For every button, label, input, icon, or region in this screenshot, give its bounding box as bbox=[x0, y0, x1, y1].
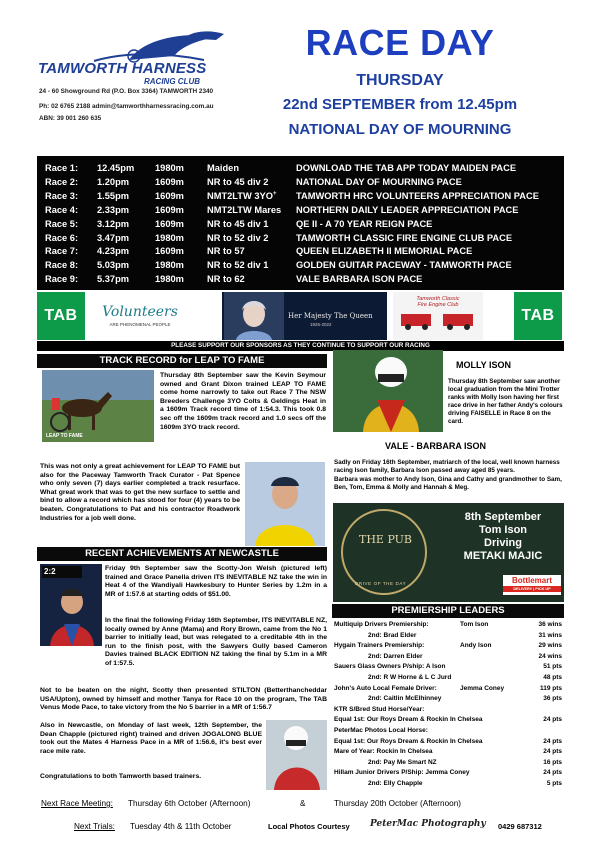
premiership-label: 2nd: Darren Elder bbox=[368, 652, 423, 660]
race-distance: 1609m bbox=[155, 190, 184, 201]
vale-text-1: Sadly on Friday 16th September, matriarch of the local, well known harness racing Ison family, Barbara Ison passed away aged 85 years. bbox=[334, 459, 560, 475]
tab-logo-left: TAB bbox=[37, 292, 85, 340]
trainer-photo-icon bbox=[40, 564, 102, 646]
newcastle-text-1: Friday 9th September saw the Scotty-Jon Welsh (pictured left) trained and Grace Panella driven ITS INEVITABLE NZ take the win in Heat 4 of the Wandiyali Hawkesbury to Hunter Series by 1.2m in a MR of 1:57.6 at starting odds of $51.00. bbox=[105, 565, 327, 598]
pub-ad-details bbox=[443, 511, 563, 563]
volunteers-logo bbox=[100, 292, 180, 340]
race-name: QUEEN ELIZABETH II MEMORIAL PACE bbox=[296, 246, 473, 257]
scotty-jon-welsh-photo bbox=[40, 564, 102, 646]
premiership-label: Sauers Glass Owners P/ship: A Ison bbox=[334, 663, 446, 671]
race-time: 3.12pm bbox=[97, 218, 130, 229]
race-number: Race 7: bbox=[45, 246, 79, 257]
molly-ison-photo bbox=[333, 350, 443, 432]
race-number: Race 3: bbox=[45, 190, 79, 201]
pub-ad-horse: METAKI MAJIC bbox=[463, 550, 543, 562]
molly-heading: MOLLY ISON bbox=[456, 360, 512, 370]
leap-to-fame-caption: LEAP TO FAME bbox=[46, 433, 83, 439]
premiership-label: 2nd: Caitlin McElhinney bbox=[368, 695, 442, 703]
race-row bbox=[37, 191, 564, 205]
premiership-label: Hygain Trainers Premiership: bbox=[334, 642, 425, 650]
vale-text-2: Barbara was mother to Andy Ison, Gina and Cathy and grandmother to Sam, Ben, Tom, Emma & Molly and Hannah & Meg. bbox=[334, 476, 562, 492]
premiership-label: 2nd: R W Horne & L C Jurd bbox=[368, 674, 452, 681]
race-name: TAMWORTH HRC VOLUNTEERS APPRECIATION PACE bbox=[296, 190, 539, 201]
race-class: NR to 62 bbox=[207, 274, 245, 285]
race-class: NMT2LTW 3YO+ bbox=[207, 190, 277, 201]
premiership-label: 2nd: Elly Chapple bbox=[368, 780, 423, 787]
race-number: Race 6: bbox=[45, 232, 79, 243]
pub-name: THE PUB bbox=[359, 533, 413, 546]
race-row bbox=[37, 205, 564, 219]
newcastle-text-3: Not to be beaten on the night, Scotty then presented STILTON (Betterthancheddar USA/Upton), owned by himself and mother Tanya for Race 10 on the program, The TAB Venus Mode Pace, to take victory from the No 5 barrier in a MR of 1:56.7 bbox=[40, 687, 327, 712]
vale-heading: VALE - BARBARA ISON bbox=[385, 441, 486, 451]
pub-drive-of-day-ad bbox=[333, 503, 564, 602]
pub-tagline: DRIVE OF THE DAY bbox=[355, 581, 407, 586]
race-row bbox=[37, 177, 564, 191]
premiership-leader: Andy Ison bbox=[460, 642, 492, 650]
race-class: NR to 52 div 1 bbox=[207, 260, 269, 271]
premiership-value: 5 pts bbox=[546, 780, 562, 787]
race-name: TAMWORTH CLASSIC FIRE ENGINE CLUB PACE bbox=[296, 232, 513, 243]
volunteers-logo-text: Volunteers bbox=[102, 304, 178, 320]
race-distance: 1980m bbox=[155, 163, 184, 173]
volunteers-logo-sub: ARE PHENOMENAL PEOPLE bbox=[109, 322, 171, 327]
club-name: TAMWORTH HARNESS bbox=[38, 60, 207, 77]
race-time: 3.47pm bbox=[97, 232, 130, 243]
race-row bbox=[37, 233, 564, 247]
next-meeting-date-1: Thursday 6th October (Afternoon) bbox=[128, 799, 251, 808]
race-class: Maiden bbox=[207, 163, 240, 173]
race-number: Race 9: bbox=[45, 274, 79, 285]
person-photo-icon bbox=[245, 462, 325, 546]
newcastle-text-2: In the final the following Friday 16th September, ITS INEVITABLE NZ, locally owned by Anne (Mama) and Rory Brown, came from the No 1 barrier to initially lead, but was relegated to a creditable 4th in the run to the finish post, with the Sawyers Gully based Cameron Davies trained BLACK EDITION NZ taking the final by 5.1m in a MR of 1:57.5. bbox=[105, 617, 327, 667]
premiership-value: 24 pts bbox=[543, 737, 562, 745]
premiership-heading: PREMIERSHIP LEADERS bbox=[332, 604, 564, 618]
premiership-label: PeterMac Photos Local Horse: bbox=[334, 727, 428, 734]
next-meeting-amp: & bbox=[300, 799, 306, 808]
race-row bbox=[37, 219, 564, 233]
photographer-name: PeterMac Photography bbox=[370, 819, 486, 829]
race-row bbox=[37, 246, 564, 260]
race-distance: 1980m bbox=[155, 260, 184, 271]
race-distance: 1980m bbox=[155, 232, 184, 243]
race-number: Race 5: bbox=[45, 218, 79, 229]
club-address: 24 - 60 Showground Rd (P.O. Box 3364) TAMWORTH 2340 bbox=[39, 88, 214, 95]
race-class: NMT2LTW Mares bbox=[207, 204, 282, 215]
premiership-value: 29 wins bbox=[538, 642, 562, 650]
sponsor-support-strip: PLEASE SUPPORT OUR SPONSORS AS THEY CONTINUE TO SUPPORT OUR RACING bbox=[37, 341, 564, 351]
driver-photo-icon bbox=[266, 720, 327, 790]
pub-ad-driver: Tom Ison bbox=[478, 524, 528, 536]
club-abn: ABN: 39 001 260 635 bbox=[39, 115, 102, 122]
premiership-label: Hillam Junior Drivers P/Ship: Jemma Coney bbox=[334, 769, 470, 777]
premiership-label: Mare of Year: Rockin In Chelsea bbox=[334, 748, 433, 756]
premiership-label: Multiquip Drivers Premiership: bbox=[334, 621, 429, 628]
premiership-value: 31 wins bbox=[538, 631, 562, 639]
premiership-leader: Tom Ison bbox=[460, 621, 489, 628]
queen-portrait-icon bbox=[224, 292, 284, 340]
race-day-occasion: NATIONAL DAY OF MOURNING bbox=[288, 121, 512, 138]
track-record-heading: TRACK RECORD for LEAP TO FAME bbox=[37, 354, 327, 368]
next-trials-label: Next Trials: bbox=[74, 822, 115, 831]
premiership-label: 2nd: Brad Elder bbox=[368, 631, 417, 639]
premiership-label: KTR S/Bred Stud Horse/Year: bbox=[334, 705, 425, 713]
race-name: DOWNLOAD THE TAB APP TODAY MAIDEN PACE bbox=[296, 163, 517, 173]
tab-logo-right: TAB bbox=[514, 292, 562, 340]
race-class: NR to 52 div 2 bbox=[207, 232, 269, 243]
queen-tribute-banner bbox=[222, 292, 387, 340]
race-time: 2.33pm bbox=[97, 204, 130, 215]
premiership-value: 24 pts bbox=[543, 716, 562, 724]
pub-ad-driving: Driving bbox=[484, 537, 522, 549]
race-day-weekday: THURSDAY bbox=[356, 72, 444, 89]
race-name: QE II - A 70 YEAR REIGN PACE bbox=[296, 218, 433, 229]
driver-photo-icon bbox=[333, 350, 443, 432]
race-class: NR to 45 div 1 bbox=[207, 218, 269, 229]
race-class: NR to 57 bbox=[207, 246, 245, 257]
premiership-value: 51 pts bbox=[543, 663, 562, 671]
timer-display: 2:2 bbox=[44, 567, 56, 576]
next-trials-dates: Tuesday 4th & 11th October bbox=[130, 822, 232, 831]
fire-engine-icon bbox=[393, 308, 483, 332]
race-time: 4.23pm bbox=[97, 246, 130, 257]
fire-engine-club-logo bbox=[393, 292, 483, 340]
premiership-value: 36 pts bbox=[543, 695, 562, 703]
premiership-value: 24 pts bbox=[543, 769, 562, 777]
race-time: 1.20pm bbox=[97, 176, 130, 187]
newcastle-text-5: Congratulations to both Tamworth based trainers. bbox=[40, 773, 202, 780]
premiership-label: Equal 1st: Our Roys Dream & Rockin In Chelsea bbox=[334, 737, 483, 745]
dean-chapple-photo bbox=[266, 720, 327, 790]
premiership-value: 16 pts bbox=[543, 758, 562, 766]
newcastle-heading: RECENT ACHIEVEMENTS AT NEWCASTLE bbox=[37, 547, 327, 561]
race-distance: 1609m bbox=[155, 246, 184, 257]
track-record-text-1: Thursday 8th September saw the Kevin Seymour owned and Grant Dixon trained LEAP TO FAME come home narrowly to take out Race 7 The NSW Breeders Challenge 3YO Colts & Geldings Heat in a 1609m Track record time of 1:54.3. This took 0.8 sec off the 1609m track record and 1.0 secs off the 1609m 3YO track record. bbox=[160, 372, 326, 431]
next-meeting-date-2: Thursday 20th October (Afternoon) bbox=[334, 799, 461, 808]
race-distance: 1980m bbox=[155, 274, 184, 285]
premiership-label: Equal 1st: Our Roys Dream & Rockin In Chelsea bbox=[334, 716, 483, 724]
race-time: 5.37pm bbox=[97, 274, 130, 285]
race-name: NORTHERN DAILY LEADER APPRECIATION PACE bbox=[296, 204, 519, 215]
club-logo bbox=[34, 30, 244, 88]
page-title: RACE DAY bbox=[305, 22, 495, 63]
premiership-value: 24 wins bbox=[538, 652, 562, 660]
premiership-value: 119 pts bbox=[539, 684, 562, 692]
club-name-sub: RACING CLUB bbox=[144, 77, 200, 86]
newcastle-text-4: Also in Newcastle, on Monday of last week, 12th September, the Dean Chapple (pictured right) trained and driven JOGALONG BLUE took out the Mates 4 Harness Pace in a MR of 1:56.6, it's best ever race mile rate. bbox=[40, 722, 262, 755]
leap-to-fame-photo bbox=[42, 370, 154, 442]
race-distance: 1609m bbox=[155, 204, 184, 215]
race-program-table bbox=[37, 156, 564, 290]
pat-spence-photo bbox=[245, 462, 325, 546]
queen-tribute-title: Her Majesty The Queen bbox=[288, 312, 373, 320]
club-contact: Ph: 02 6765 2188 admin@tamworthharnessracing.com.au bbox=[39, 103, 214, 110]
race-time: 12.45pm bbox=[97, 163, 135, 173]
race-number: Race 1: bbox=[45, 163, 79, 173]
track-record-text-2: This was not only a great achievement for LEAP TO FAME but also for the Paceway Tamworth Track Curator - Pat Spence who only seven (7) days earlier completed a track resurface. What great work that was to get the new surface to settle and bind to allow a record which has stood for four (4) years to be beaten. Congratulations to Pat and his contractor Roadwork Industries for a job well done. bbox=[40, 463, 240, 522]
race-name: GOLDEN GUITAR PACEWAY - TAMWORTH PACE bbox=[296, 260, 512, 271]
race-name: NATIONAL DAY OF MOURNING PACE bbox=[296, 176, 462, 187]
queen-tribute-years: 1926-2022 bbox=[310, 322, 332, 327]
bottlemart-name: Bottlemart bbox=[511, 576, 552, 585]
premiership-label: 2nd: Pay Me Smart NZ bbox=[368, 758, 437, 766]
harness-horse-photo-icon bbox=[42, 370, 154, 442]
premiership-value: 36 wins bbox=[538, 621, 562, 628]
premiership-leader: Jemma Coney bbox=[460, 684, 505, 692]
bottlemart-sub: DELIVERY | PICK UP bbox=[503, 586, 561, 592]
premiership-value: 48 pts bbox=[543, 674, 562, 681]
race-distance: 1609m bbox=[155, 218, 184, 229]
race-name: VALE BARBARA ISON PACE bbox=[296, 274, 423, 285]
race-distance: 1609m bbox=[155, 176, 184, 187]
race-class-superscript: + bbox=[272, 190, 277, 197]
race-row bbox=[37, 274, 564, 288]
premiership-value: 24 pts bbox=[543, 748, 562, 756]
molly-text: Thursday 8th September saw another local graduation from the Mini Trotter ranks with Molly Ison having her first race drive in her father Andy's colours driving FAISELLE in Race 8 on the card. bbox=[448, 378, 563, 425]
race-row bbox=[37, 163, 564, 177]
photographer-phone: 0429 687312 bbox=[498, 822, 542, 831]
fire-club-line2: Fire Engine Club bbox=[417, 302, 459, 308]
race-day-date: 22nd SEPTEMBER from 12.45pm bbox=[282, 96, 518, 113]
photos-credit: Local Photos Courtesy bbox=[268, 822, 350, 831]
race-class: NR to 45 div 2 bbox=[207, 176, 269, 187]
next-meeting-label: Next Race Meeting: bbox=[41, 799, 113, 808]
premiership-label: John's Auto Local Female Driver: bbox=[334, 684, 437, 692]
bottlemart-logo bbox=[503, 575, 561, 595]
pub-ad-date: 8th September bbox=[464, 511, 542, 523]
race-time: 5.03pm bbox=[97, 260, 130, 271]
fire-club-line1: Tamworth Classic bbox=[416, 296, 460, 302]
race-number: Race 2: bbox=[45, 176, 79, 187]
race-row bbox=[37, 260, 564, 274]
harness-horse-icon bbox=[34, 30, 244, 64]
race-time: 1.55pm bbox=[97, 190, 130, 201]
race-number: Race 8: bbox=[45, 260, 79, 271]
race-number: Race 4: bbox=[45, 204, 79, 215]
